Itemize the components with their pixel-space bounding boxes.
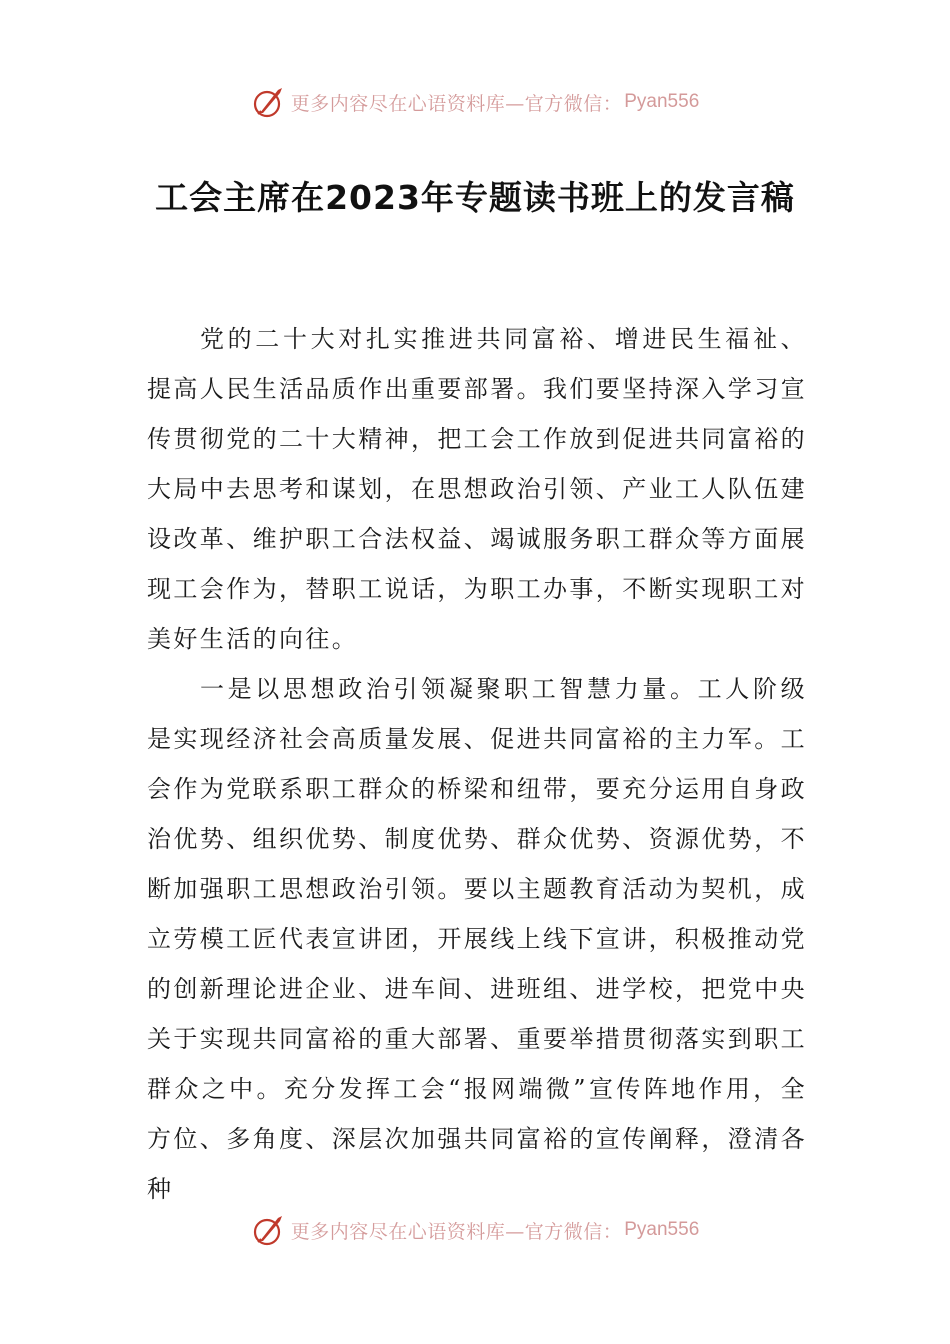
quill-pen-circle-icon (251, 1212, 287, 1248)
watermark-text: 更多内容尽在心语资料库—官方微信： (290, 92, 623, 115)
watermark-header (0, 82, 950, 122)
document-title: 工会主席在2023年专题读书班上的发言稿 (155, 178, 795, 217)
watermark-text: 更多内容尽在心语资料库—官方微信： (290, 1220, 623, 1243)
paragraph: 一是以思想政治引领凝聚职工智慧力量。工人阶级是实现经济社会高质量发展、促进共同富裕的主力军。工会作为党联系职工群众的桥梁和纽带，要充分运用自身政治优势、组织优势、制度优势、群众优势、资源优势，不断加强职工思想政治引领。要以主题教育活动为契机，成立劳模工匠代表宣讲团，开展线上线下宣讲，积极推动党的创新理论进企业、进车间、进班组、进学校，把党中央关于实现共同富裕的重大部署、重要举措贯彻落实到职工群众之中。充分发挥工会“报网端微”宣传阵地作用，全方位、多角度、深层次加强共同富裕的宣传阐释，澄清各种 (147, 675, 807, 1203)
watermark-wechat-id: Pyan556 (624, 1219, 700, 1240)
quill-pen-circle-icon (251, 84, 287, 120)
paragraph: 党的二十大对扎实推进共同富裕、增进民生福祉、提高人民生活品质作出重要部署。我们要坚持深入学习宣传贯彻党的二十大精神，把工会工作放到促进共同富裕的大局中去思考和谋划，在思想政治引领、产业工人队伍建设改革、维护职工合法权益、竭诚服务职工群众等方面展现工会作为，替职工说话，为职工办事，不断实现职工对美好生活的向往。 (147, 325, 807, 653)
watermark-footer (0, 1210, 950, 1250)
document-body (147, 314, 807, 1214)
watermark-wechat-id: Pyan556 (624, 91, 700, 112)
